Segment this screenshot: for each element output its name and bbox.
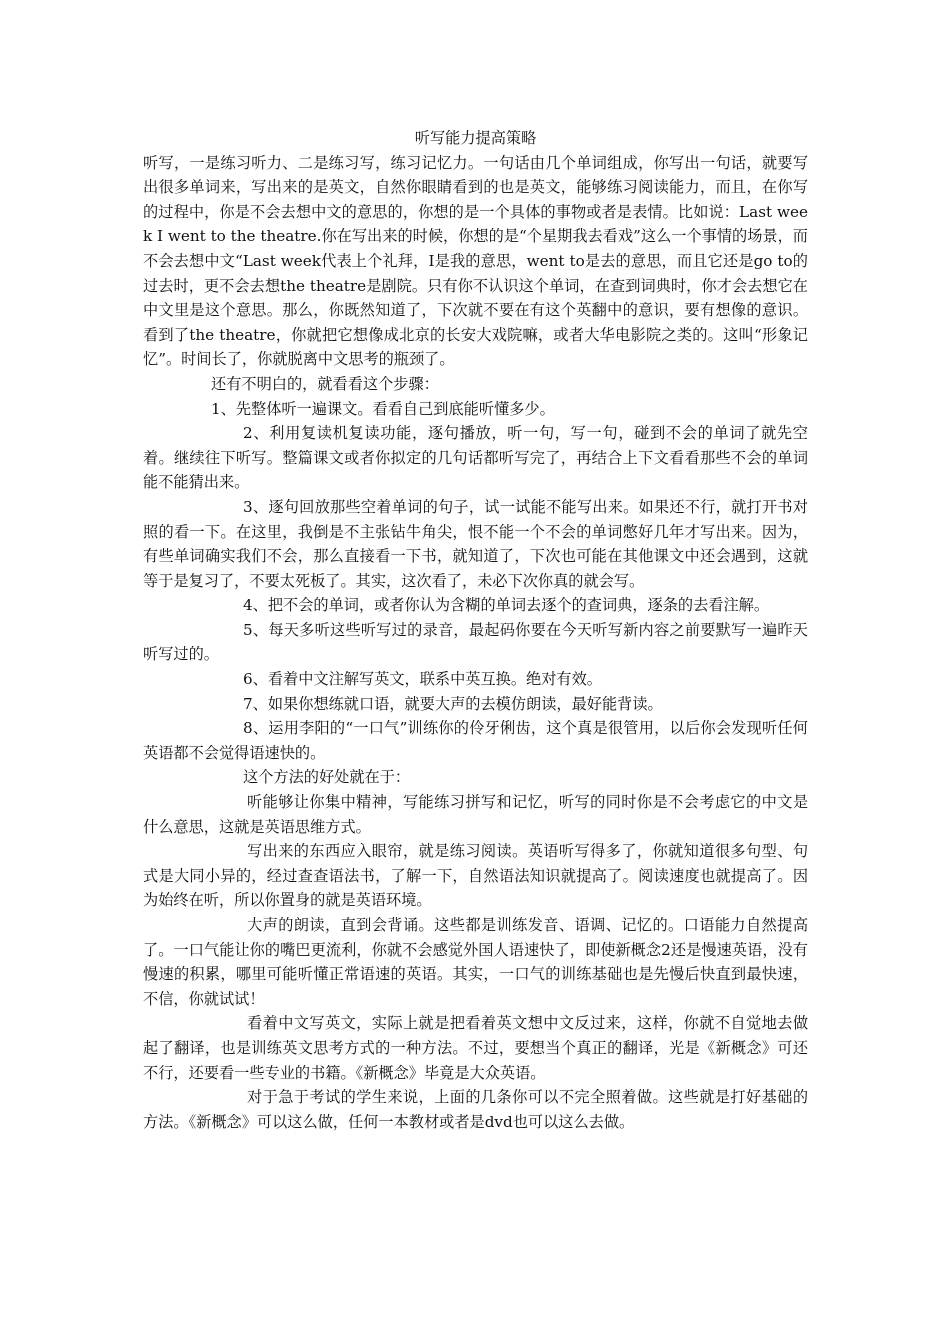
benefit-paragraph: 大声的朗读，直到会背诵。这些都是训练发音、语调、记忆的。口语能力自然提高了。一口气能让你的嘴巴更流利，你就不会感觉外国人语速快了，即使新概念2还是慢速英语，没有慢速的积累，哪里可能听懂正常语速的英语。其实，一口气的训练基础也是先慢后快直到最快速，不信，你就试试！ bbox=[143, 916, 808, 1008]
step-item: 5、每天多听这些听写过的录音，最起码你要在今天听写新内容之前要默写一遍昨天听写过的。 bbox=[143, 620, 808, 664]
document-title: 听写能力提高策略 bbox=[414, 129, 537, 147]
benefits-intro: 这个方法的好处就在于： bbox=[243, 768, 411, 787]
benefit-paragraph: 写出来的东西应入眼帘，就是练习阅读。英语听写得多了，你就知道很多句型、句式是大同小异的，经过查查语法书，了解一下，自然语法知识就提高了。阅读速度也就提高了。因为始终在听，所以你置身的就是英语环境。 bbox=[143, 842, 808, 910]
step-item: 1、先整体听一遍课文。看看自己到底能听懂多少。 bbox=[211, 399, 555, 418]
benefit-paragraph: 看着中文写英文，实际上就是把看着英文想中文反过来，这样，你就不自觉地去做起了翻译，也是训练英文思考方式的一种方法。不过，要想当个真正的翻译，光是《新概念》可还不行，还要看一些专业的书籍。《新概念》毕竟是大众英语。 bbox=[143, 1014, 808, 1082]
step-item: 7、如果你想练就口语，就要大声的去模仿朗读，最好能背读。 bbox=[243, 694, 663, 713]
step-item: 2、利用复读机复读功能，逐句播放，听一句，写一句，碰到不会的单词了就先空着。继续往下听写。整篇课文或者你拟定的几句话都听写完了，再结合上下文看看那些不会的单词能不能猜出来。 bbox=[143, 424, 808, 492]
step-item: 8、运用李阳的“一口气”训练你的伶牙俐齿，这个真是很管用，以后你会发现听任何英语都不会觉得语速快的。 bbox=[143, 719, 808, 762]
document-body bbox=[143, 126, 808, 1134]
intro-paragraph: 听写，一是练习听力、二是练习写，练习记忆力。一句话由几个单词组成，你写出一句话，就要写出很多单词来，写出来的是英文，自然你眼睛看到的也是英文，能够练习阅读能力，而且，在你写的过程中，你是不会去想中文的意思的，你想的是一个具体的事物或者是表情。比如说：Last week I went to the theatre.你在写出来的时候，你想的是“个星期我去看戏”这么一个事情的场景，而不会去想中文“Last week代表上个礼拜，I是我的意思，went to是去的意思，而且它还是go to的过去时，更不会去想the theatre是剧院。只有你不认识这个单词，在查到词典时，你才会去想它在中文里是这个意思。那么，你既然知道了，下次就不要在有这个英翻中的意识，要有想像的意识。看到了the theatre，你就把它想像成北京的长安大戏院嘛，或者大华电影院之类的。这叫“形象记忆”。时间长了，你就脱离中文思考的瓶颈了。 bbox=[143, 153, 808, 369]
benefit-paragraph: 对于急于考试的学生来说，上面的几条你可以不完全照着做。这些就是打好基础的方法。《新概念》可以这么做，任何一本教材或者是dvd也可以这么去做。 bbox=[143, 1088, 808, 1131]
step-item: 3、逐句回放那些空着单词的句子，试一试能不能写出来。如果还不行，就打开书对照的看一下。在这里，我倒是不主张钻牛角尖，恨不能一个不会的单词憋好几年才写出来。因为，有些单词确实我们不会，那么直接看一下书，就知道了，下次也可能在其他课文中还会遇到，这就等于是复习了，不要太死板了。其实，这次看了，未必下次你真的就会写。 bbox=[143, 497, 808, 590]
steps-intro: 还有不明白的，就看看这个步骤： bbox=[211, 374, 439, 393]
benefit-paragraph: 听能够让你集中精神，写能练习拼写和记忆，听写的同时你是不会考虑它的中文是什么意思，这就是英语思维方式。 bbox=[143, 793, 808, 836]
step-item: 6、看着中文注解写英文，联系中英互换。绝对有效。 bbox=[243, 670, 602, 689]
step-item: 4、把不会的单词，或者你认为含糊的单词去逐个的查词典，逐条的去看注解。 bbox=[243, 596, 770, 615]
